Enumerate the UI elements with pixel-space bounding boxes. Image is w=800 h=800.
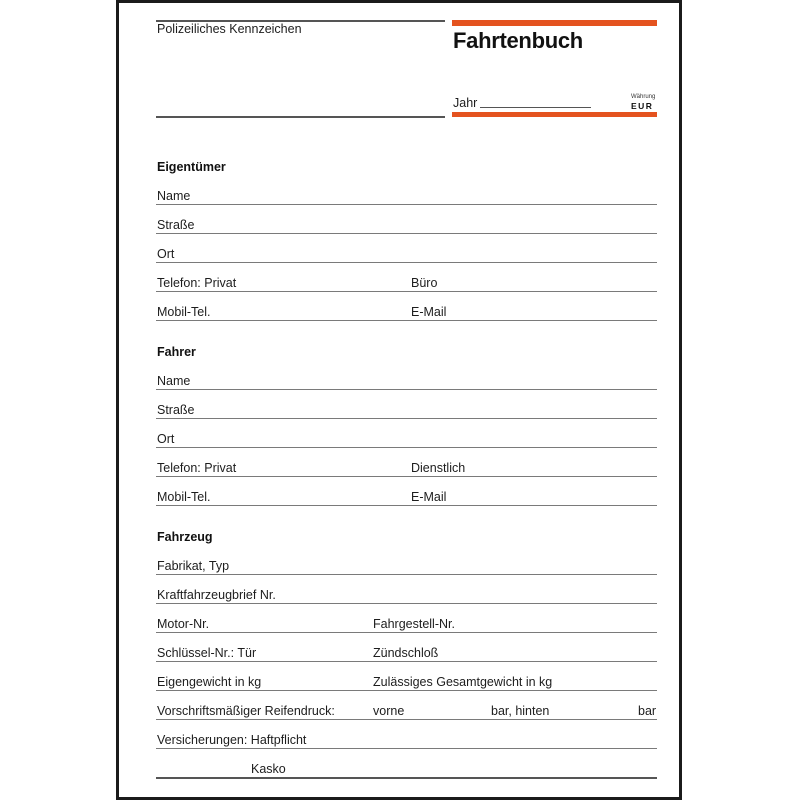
plate-input[interactable]: [157, 96, 443, 112]
plate-bottom-line: [156, 116, 445, 118]
owner-phone-line: [156, 291, 657, 292]
vehicle-engine-line: [156, 632, 657, 633]
vehicle-tire-rear-label: bar, hinten: [491, 704, 550, 718]
vehicle-key-line: [156, 661, 657, 662]
vehicle-regdoc-line: [156, 603, 657, 604]
owner-mobile-line: [156, 320, 657, 321]
owner-mobile-input[interactable]: [220, 303, 400, 319]
owner-phone-office-input[interactable]: [442, 274, 655, 290]
title-top-bar: [452, 20, 657, 26]
page-title: Fahrtenbuch: [453, 28, 583, 53]
vehicle-key-ignition-label: Zündschloß: [373, 646, 439, 660]
vehicle-tire-label: Vorschriftsmäßiger Reifendruck:: [157, 704, 335, 718]
owner-mobile-label: Mobil-Tel.: [157, 305, 211, 319]
vehicle-gross-weight-label: Zulässiges Gesamtgewicht in kg: [373, 675, 553, 689]
vehicle-comprehensive-line: [156, 777, 657, 779]
currency-value: EUR: [631, 101, 654, 111]
vehicle-comprehensive-label: Kasko: [251, 762, 286, 776]
driver-email-input[interactable]: [450, 488, 655, 504]
driver-phone-line: [156, 476, 657, 477]
driver-city-label: Ort: [157, 432, 175, 446]
owner-name-input[interactable]: [195, 187, 655, 203]
vehicle-key-door-label: Schlüssel-Nr.: Tür: [157, 646, 257, 660]
vehicle-chassis-input[interactable]: [458, 615, 655, 631]
currency-caption: Währung: [631, 94, 656, 100]
vehicle-key-door-input[interactable]: [280, 644, 368, 660]
vehicle-comprehensive-input[interactable]: [290, 760, 655, 776]
owner-phone-office-label: Büro: [411, 276, 438, 290]
vehicle-engine-input[interactable]: [215, 615, 365, 631]
driver-name-line: [156, 389, 657, 390]
driver-city-input[interactable]: [180, 430, 655, 446]
owner-street-label: Straße: [157, 218, 195, 232]
owner-city-line: [156, 262, 657, 263]
driver-name-label: Name: [157, 374, 191, 388]
driver-name-input[interactable]: [195, 372, 655, 388]
vehicle-gross-weight-input[interactable]: [552, 673, 655, 689]
vehicle-weight-line: [156, 690, 657, 691]
vehicle-tire-rear-input[interactable]: [555, 702, 637, 718]
driver-phone-business-input[interactable]: [470, 459, 655, 475]
vehicle-liability-input[interactable]: [312, 731, 655, 747]
vehicle-heading: Fahrzeug: [157, 530, 213, 544]
vehicle-tire-line: [156, 719, 657, 720]
driver-phone-private-label: Telefon: Privat: [157, 461, 237, 475]
owner-street-input[interactable]: [195, 216, 655, 232]
vehicle-make-line: [156, 574, 657, 575]
owner-phone-private-label: Telefon: Privat: [157, 276, 237, 290]
owner-email-label: E-Mail: [411, 305, 447, 319]
owner-street-line: [156, 233, 657, 234]
vehicle-tire-front-label: vorne: [373, 704, 405, 718]
driver-phone-business-label: Dienstlich: [411, 461, 466, 475]
driver-mobile-input[interactable]: [220, 488, 400, 504]
driver-mobile-label: Mobil-Tel.: [157, 490, 211, 504]
driver-mobile-line: [156, 505, 657, 506]
vehicle-liability-line: [156, 748, 657, 749]
vehicle-tire-front-input[interactable]: [410, 702, 488, 718]
vehicle-tire-bar-label: bar: [638, 704, 657, 718]
driver-city-line: [156, 447, 657, 448]
owner-phone-private-input[interactable]: [250, 274, 400, 290]
driver-heading: Fahrer: [157, 345, 196, 359]
vehicle-regdoc-label: Kraftfahrzeugbrief Nr.: [157, 588, 276, 602]
driver-email-label: E-Mail: [411, 490, 447, 504]
driver-phone-private-input[interactable]: [250, 459, 400, 475]
owner-city-label: Ort: [157, 247, 175, 261]
vehicle-make-input[interactable]: [232, 557, 655, 573]
vehicle-curb-weight-input[interactable]: [280, 673, 368, 689]
title-bottom-bar: [452, 112, 657, 117]
year-input[interactable]: [480, 92, 590, 108]
driver-street-label: Straße: [157, 403, 195, 417]
year-label: Jahr: [453, 96, 478, 110]
vehicle-make-label: Fabrikat, Typ: [157, 559, 230, 573]
owner-city-input[interactable]: [180, 245, 655, 261]
driver-street-input[interactable]: [195, 401, 655, 417]
year-line: [480, 107, 591, 108]
owner-name-label: Name: [157, 189, 191, 203]
driver-street-line: [156, 418, 657, 419]
owner-name-line: [156, 204, 657, 205]
vehicle-engine-label: Motor-Nr.: [157, 617, 210, 631]
vehicle-liability-label: Versicherungen: Haftpflicht: [157, 733, 307, 747]
owner-email-input[interactable]: [450, 303, 655, 319]
plate-label: Polizeiliches Kennzeichen: [157, 22, 302, 36]
vehicle-key-ignition-input[interactable]: [445, 644, 655, 660]
owner-heading: Eigentümer: [157, 160, 226, 174]
vehicle-regdoc-input[interactable]: [280, 586, 655, 602]
vehicle-curb-weight-label: Eigengewicht in kg: [157, 675, 262, 689]
vehicle-chassis-label: Fahrgestell-Nr.: [373, 617, 455, 631]
